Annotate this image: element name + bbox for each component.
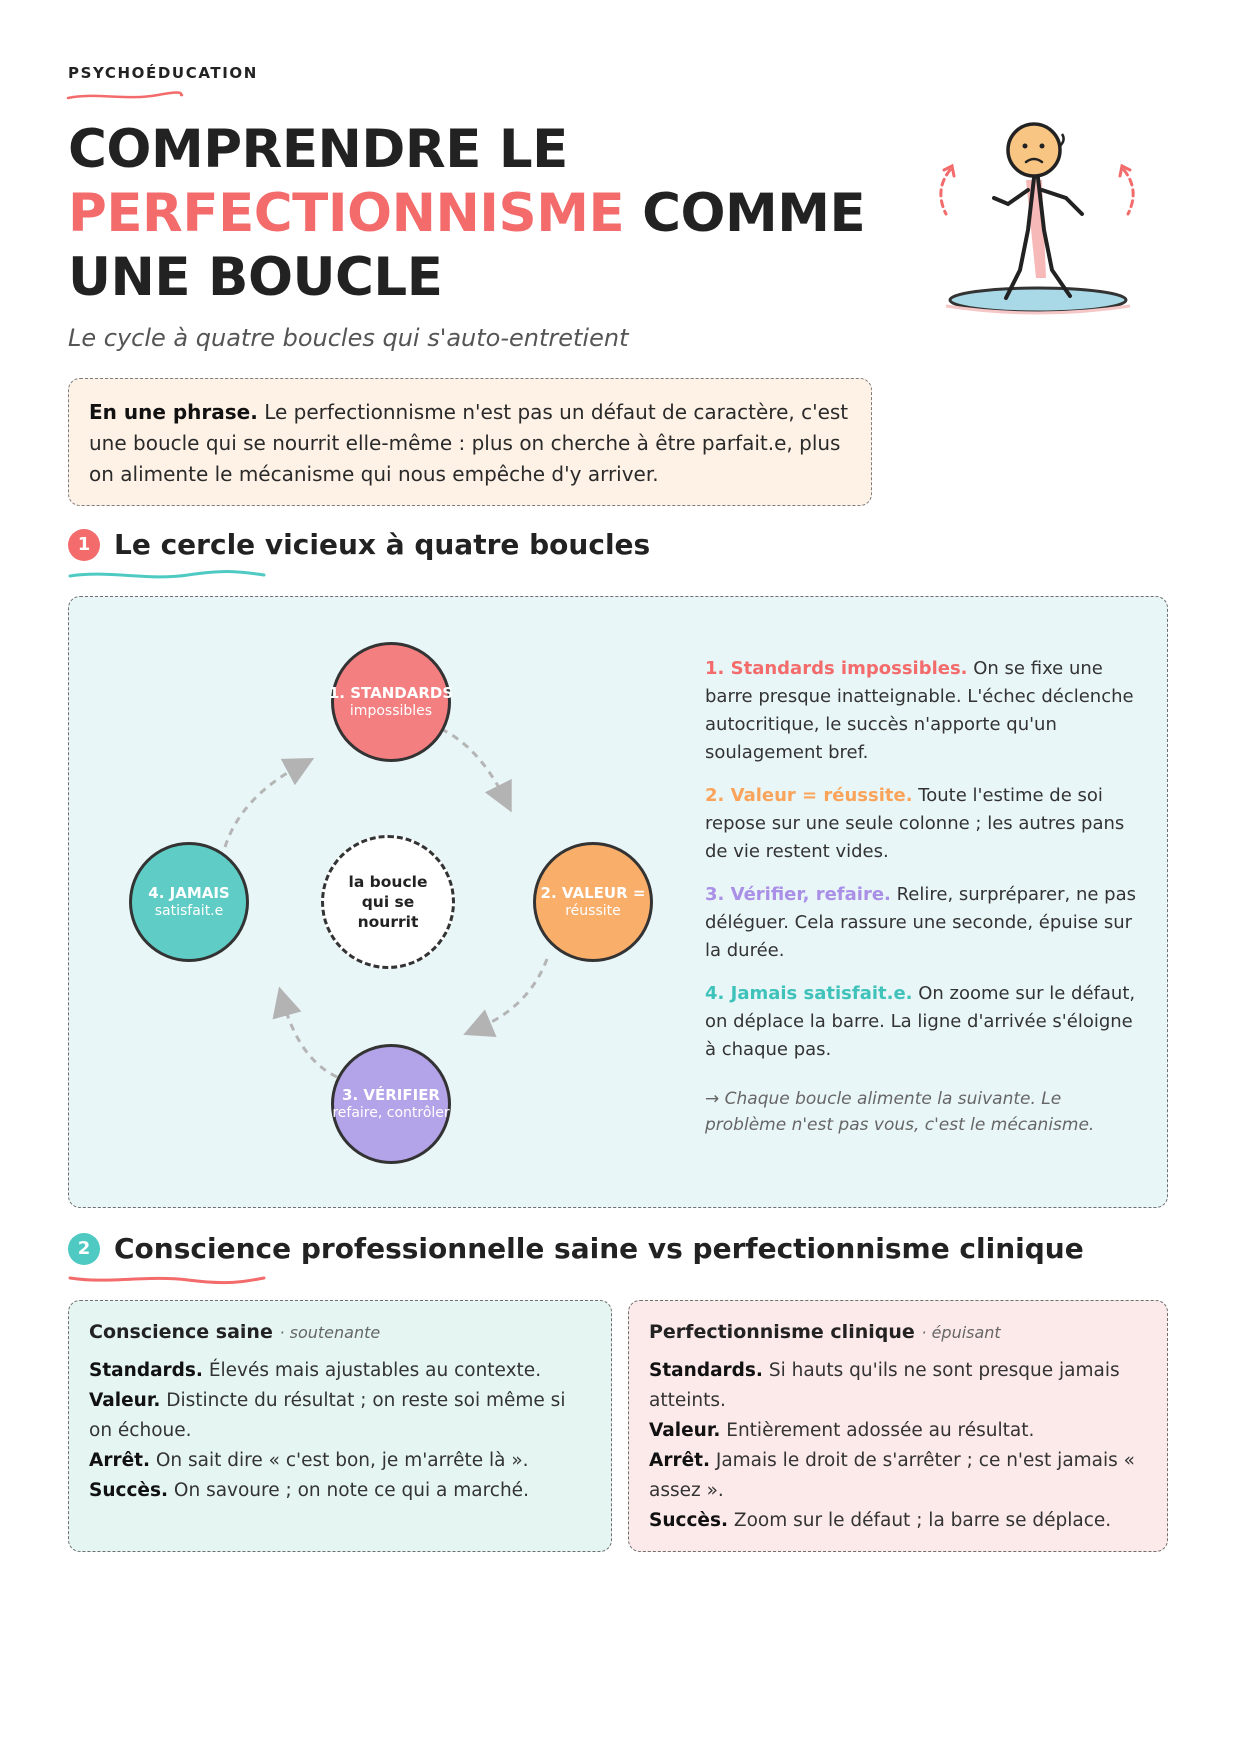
card-row [89,1356,591,1386]
cycle-node-verifier [331,1044,451,1164]
title-accent: PERFECTIONNISME [68,183,625,244]
row-key: Valeur. [649,1420,721,1441]
card-title-text: Perfectionnisme clinique [649,1321,915,1343]
card-row [649,1446,1147,1506]
legend-text: Toute l'estime de soi repose sur une seule colonne ; les autres pans de vie restent vides. [705,785,1125,862]
title-line-3: UNE BOUCLE [68,247,443,308]
legend-text: On se fixe une barre presque inatteignable. L'échec déclenche autocritique, le succès n'apporte qu'un soulagement bref. [705,658,1134,763]
node-subtitle: impossibles [349,703,433,719]
legend-label: 4. Jamais satisfait.e. [705,983,913,1004]
legend-item [705,782,1145,866]
legend-text: Relire, surpréparer, ne pas déléguer. Cela rassure une seconde, épuise sur la durée. [705,884,1137,961]
row-value: Si hauts qu'ils ne sont presque jamais atteints. [649,1360,1120,1411]
section-1-heading [68,528,650,561]
row-key: Valeur. [89,1390,161,1411]
card-title [649,1319,1147,1346]
title-line-1: COMPRENDRE LE [68,119,568,180]
card-tag: · soutenante [279,1323,381,1342]
row-value: Zoom sur le défaut ; la barre se déplace. [728,1510,1112,1531]
legend-label: 2. Valeur = réussite. [705,785,913,806]
card-title [89,1319,591,1346]
cycle-legend [705,655,1145,1153]
section-2-number-badge: 2 [68,1233,100,1265]
legend-note: → Chaque boucle alimente la suivante. Le problème n'est pas vous, c'est le mécanisme. [705,1089,1095,1135]
subtitle: Le cycle à quatre boucles qui s'auto-entretient [68,324,629,352]
eyebrow-label: PSYCHOÉDUCATION [68,64,258,82]
node-title: 2. VALEUR = [540,884,646,902]
row-key: Succès. [649,1510,729,1531]
healthy-conscience-card [68,1300,612,1552]
row-value: On sait dire « c'est bon, je m'arrête là ». [149,1450,529,1471]
legend-label: 1. Standards impossibles. [705,658,968,679]
clinical-perfectionism-card [628,1300,1168,1552]
card-row [89,1446,591,1476]
row-value: Élevés mais ajustables au contexte. [202,1360,542,1381]
cycle-node-standards [328,642,454,762]
card-row [649,1506,1147,1536]
section-1-number-badge: 1 [68,529,100,561]
eyebrow-underline [66,90,186,102]
legend-label: 3. Vérifier, refaire. [705,884,891,905]
section-1-title: Le cercle vicieux à quatre boucles [114,528,651,561]
card-title-text: Conscience saine [89,1321,273,1343]
row-key: Arrêt. [649,1450,710,1471]
cycle-diagram-panel [68,596,1168,1208]
row-key: Standards. [649,1360,763,1381]
legend-item [705,980,1145,1064]
node-title: 4. JAMAIS [148,884,230,902]
legend-item [705,881,1145,965]
row-key: Arrêt. [89,1450,150,1471]
wobbling-stick-figure-icon [930,110,1150,330]
row-value: Jamais le droit de s'arrêter ; ce n'est jamais « assez ». [649,1450,1135,1501]
row-value: Entièrement adossée au résultat. [720,1420,1035,1441]
card-row [649,1416,1147,1446]
row-key: Succès. [89,1480,169,1501]
row-key: Standards. [89,1360,203,1381]
section-1-underline [68,568,268,582]
legend-text: On zoome sur le défaut, on déplace la barre. La ligne d'arrivée s'éloigne à chaque pas. [705,983,1136,1060]
page-title [68,118,888,310]
row-value: On savoure ; on note ce qui a marché. [168,1480,529,1501]
card-row [89,1386,591,1446]
cycle-node-valeur [533,842,653,962]
node-subtitle: refaire, contrôler [332,1105,450,1121]
section-2-heading [68,1232,1084,1265]
section-2-underline [68,1272,268,1286]
node-title: 3. VÉRIFIER [342,1086,440,1104]
row-value: Distincte du résultat ; on reste soi même si on échoue. [89,1390,566,1441]
card-tag: · épuisant [921,1323,1001,1342]
card-row [649,1356,1147,1416]
card-row [89,1476,591,1506]
summary-callout [68,378,872,506]
node-subtitle: réussite [565,903,621,919]
callout-text: Le perfectionnisme n'est pas un défaut de caractère, c'est une boucle qui se nourrit elle-même : plus on cherche à être parfait.e, plus on alimente le mécanisme qui nous empêche d'y arriver. [89,400,849,486]
callout-lead: En une phrase. [89,400,258,424]
cycle-center-label: la boucle qui se nourrit [321,835,455,969]
node-subtitle: satisfait.e [154,903,224,919]
title-line-2-rest: COMME [624,183,866,244]
cycle-node-jamais [129,842,249,962]
legend-item [705,655,1145,767]
node-title: 1. STANDARDS [328,684,454,702]
section-2-title: Conscience professionnelle saine vs perfectionnisme clinique [114,1232,1084,1265]
